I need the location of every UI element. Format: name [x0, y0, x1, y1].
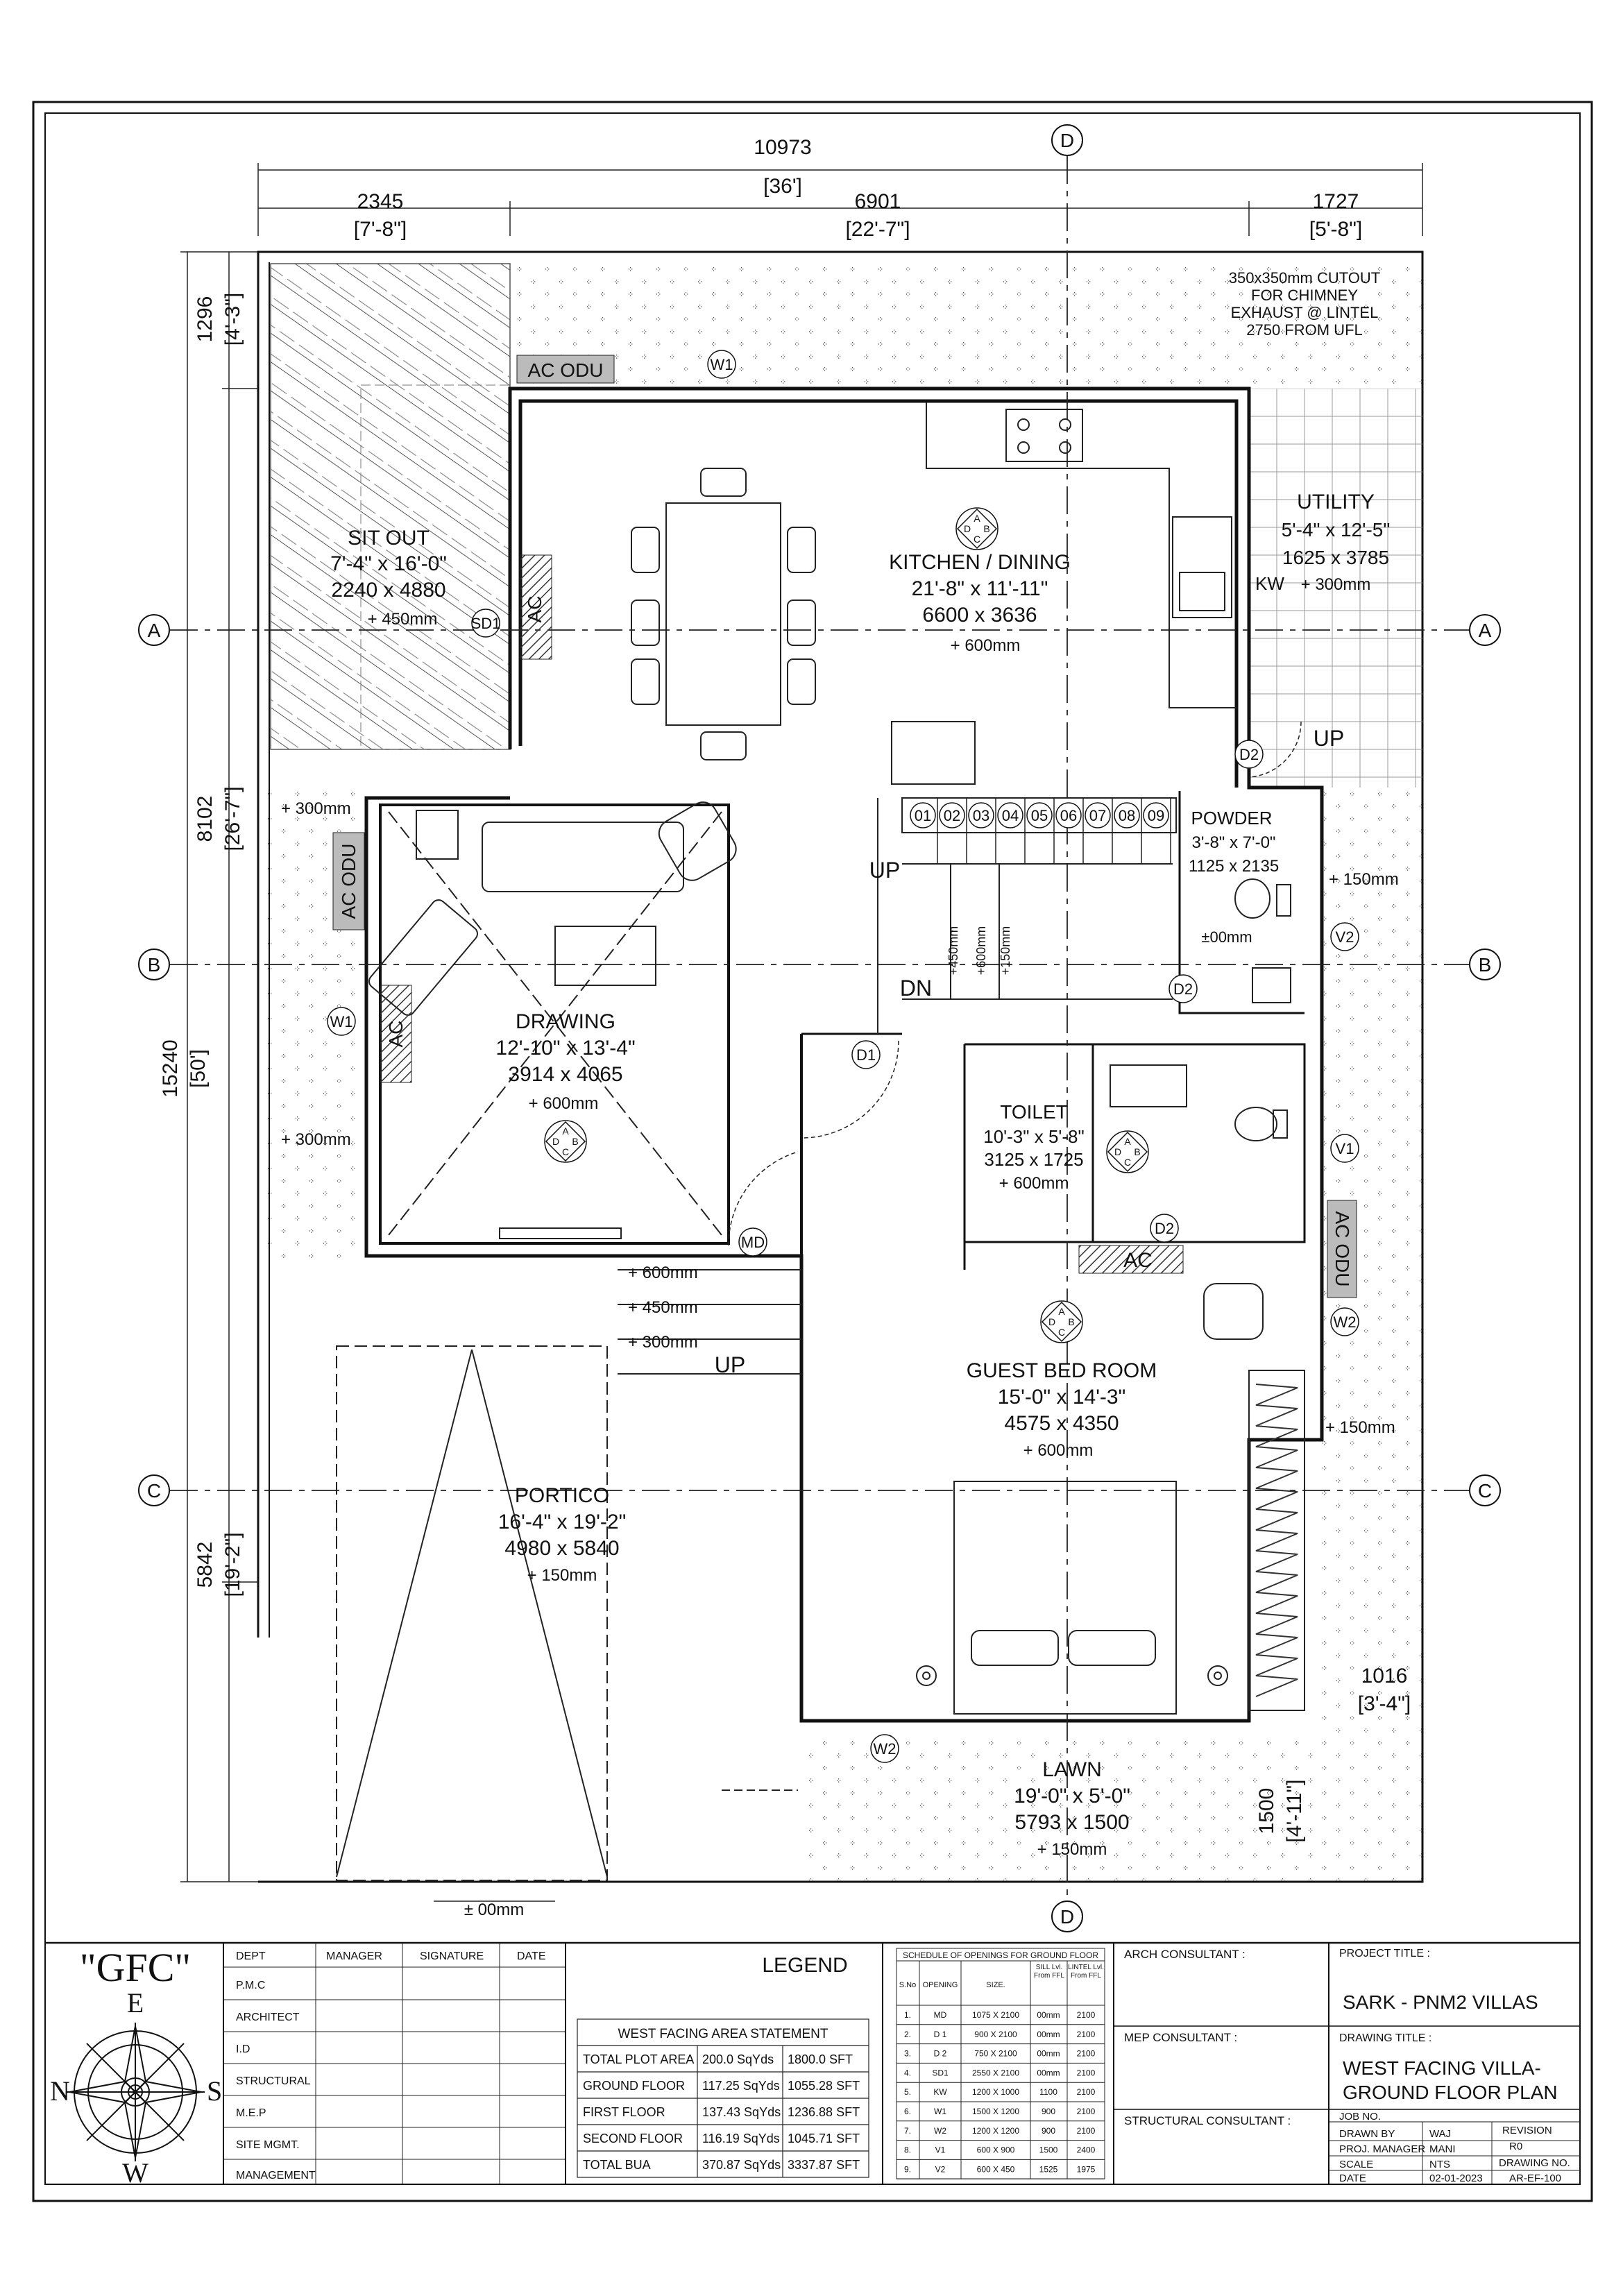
- role-architect: ARCHITECT: [236, 2012, 300, 2023]
- area-row-label: FIRST FLOOR: [583, 2105, 665, 2119]
- level-diamond-letter: A: [1124, 1136, 1131, 1147]
- schedule-cell: 00mm: [1037, 2048, 1060, 2059]
- schedule-cell: 2100: [1076, 2029, 1096, 2039]
- schedule-cell: 2100: [1076, 2125, 1096, 2136]
- portico-name: PORTICO: [514, 1484, 610, 1507]
- stair-lvl-150: +150mm: [999, 926, 1012, 976]
- drawn-by-label: DRAWN BY: [1339, 2128, 1395, 2140]
- schedule-cell: 5.: [903, 2087, 912, 2098]
- area-row-sqyds: 200.0 SqYds: [702, 2052, 774, 2066]
- dim-left2-ft: [26'-7"]: [221, 786, 244, 851]
- toilet-size-mm: 3125 x 1725: [984, 1149, 1084, 1170]
- date-label: DATE: [1339, 2172, 1366, 2184]
- stair-step-5: 05: [1030, 807, 1048, 824]
- sch-h-opening: OPENING: [922, 1981, 958, 1989]
- sitout-size-mm: 2240 x 4880: [331, 579, 446, 602]
- schedule-cell: V1: [935, 2145, 946, 2155]
- tag-kw: KW: [1255, 573, 1284, 594]
- schedule-cell: 2100: [1076, 2068, 1096, 2078]
- schedule-rows: [897, 2010, 1105, 2179]
- drawing-title-label: DRAWING TITLE :: [1339, 2032, 1432, 2044]
- area-row-sqyds: 117.25 SqYds: [702, 2079, 780, 2093]
- drawn-by-value: WAJ: [1429, 2128, 1452, 2140]
- project-title-label: PROJECT TITLE :: [1339, 1948, 1430, 1959]
- area-row-label: GROUND FLOOR: [583, 2079, 686, 2093]
- kitchen-level: + 600mm: [950, 636, 1021, 655]
- job-no: JOB NO.: [1339, 2111, 1382, 2123]
- schedule-cell: KW: [933, 2087, 947, 2098]
- compass-s: S: [207, 2075, 223, 2107]
- utility-size-ft: 5'-4" x 12'-5": [1281, 519, 1391, 541]
- area-rows: [583, 2052, 860, 2172]
- tag-d2-utility: D2: [1239, 746, 1259, 763]
- role-mep: M.E.P: [236, 2107, 266, 2119]
- sch-h-sno: S.No: [899, 1981, 917, 1989]
- ac-odu-top: AC ODU: [527, 359, 604, 381]
- level-diamond-letter: B: [983, 523, 990, 534]
- structural-consultant: STRUCTURAL CONSULTANT :: [1124, 2114, 1291, 2127]
- level-diamond-letter: D: [963, 523, 971, 534]
- drawing-title-1: WEST FACING VILLA-: [1343, 2057, 1541, 2079]
- drawing-no-label: DRAWING NO.: [1499, 2157, 1570, 2169]
- level-diamond-letter: A: [974, 513, 980, 524]
- proj-mgr-label: PROJ. MANAGER: [1339, 2143, 1426, 2155]
- svg-text:C: C: [146, 1480, 162, 1502]
- drawing-size-mm: 3914 x 4065: [508, 1063, 623, 1086]
- chimney-note-3: EXHAUST @ LINTEL: [1230, 304, 1379, 321]
- date-value: 02-01-2023: [1429, 2172, 1483, 2184]
- tag-d2-powder: D2: [1173, 980, 1193, 998]
- schedule-cell: D 2: [933, 2048, 947, 2059]
- guest-level: + 600mm: [1023, 1441, 1094, 1460]
- compass-n: N: [50, 2075, 70, 2107]
- powder-level: ±00mm: [1201, 928, 1252, 946]
- portico-up: UP: [714, 1352, 746, 1377]
- schedule-cell: 600 X 900: [976, 2145, 1015, 2155]
- ac-guest: AC: [1123, 1249, 1153, 1272]
- area-row-sft: 1236.88 SFT: [788, 2105, 860, 2119]
- tag-sd1: SD1: [470, 615, 501, 632]
- toilet-name: TOILET: [1000, 1101, 1068, 1123]
- stair-lvl-450: +450mm: [946, 926, 960, 976]
- schedule-cell: 1200 X 1200: [971, 2125, 1020, 2136]
- drawing-name: DRAWING: [516, 1010, 615, 1033]
- stair-step-3: 03: [972, 807, 990, 824]
- role-structural: STRUCTURAL: [236, 2075, 311, 2087]
- dim-top2: 6901: [854, 190, 901, 213]
- level-diamond-letter: A: [562, 1125, 569, 1137]
- schedule-cell: W1: [934, 2107, 946, 2116]
- stair-step-2: 02: [943, 807, 961, 824]
- level-diamond-letter: B: [572, 1136, 579, 1147]
- schedule-cell: 1525: [1039, 2164, 1058, 2175]
- schedule-cell: 1500: [1039, 2145, 1058, 2155]
- level-diamond-2: [545, 1121, 586, 1162]
- level-diamond-letter: C: [1057, 1327, 1066, 1338]
- area-title: WEST FACING AREA STATEMENT: [618, 2027, 829, 2041]
- toilet-size-ft: 10'-3" x 5'-8": [983, 1126, 1085, 1147]
- portico-size-ft: 16'-4" x 19'-2": [498, 1511, 627, 1533]
- hdr-date: DATE: [517, 1950, 546, 1962]
- ac-odu-left: AC ODU: [338, 843, 359, 919]
- compass-rose: [66, 2023, 205, 2161]
- dim-overall-ft: [36']: [763, 175, 802, 198]
- hdr-manager: MANAGER: [326, 1950, 382, 1962]
- stair-step-8: 08: [1118, 807, 1136, 824]
- tag-w1-left: W1: [330, 1013, 353, 1030]
- guest-size-mm: 4575 x 4350: [1004, 1412, 1119, 1435]
- lawn-level: + 150mm: [1037, 1840, 1107, 1859]
- stair-numbers: [910, 798, 1171, 864]
- tag-w2-bottom: W2: [873, 1740, 897, 1758]
- scale-label: SCALE: [1339, 2159, 1374, 2170]
- compass-e: E: [126, 1987, 144, 2018]
- powder-size-mm: 1125 x 2135: [1188, 857, 1280, 876]
- schedule-cell: 2100: [1076, 2087, 1096, 2098]
- utility-name: UTILITY: [1297, 491, 1375, 513]
- schedule-cell: 900: [1041, 2125, 1056, 2136]
- svg-text:D: D: [1060, 130, 1075, 151]
- area-row-sft: 1045.71 SFT: [788, 2132, 860, 2145]
- level-diamond-letter: B: [1068, 1316, 1075, 1327]
- kitchen-size-ft: 21'-8" x 11'-11": [911, 577, 1048, 600]
- schedule-cell: 8.: [903, 2145, 912, 2155]
- drawing-no-value: AR-EF-100: [1509, 2172, 1562, 2184]
- role-management: MANAGEMENT: [236, 2170, 316, 2182]
- guest-name: GUEST BED ROOM: [966, 1359, 1157, 1382]
- schedule-cell: 00mm: [1037, 2010, 1060, 2020]
- sch-h-sill: SILL Lvl. From FFL: [1034, 1964, 1064, 1980]
- schedule-cell: 1.: [903, 2010, 912, 2020]
- area-row-label: TOTAL PLOT AREA: [583, 2052, 695, 2066]
- schedule-cell: 1975: [1076, 2164, 1096, 2175]
- hdr-signature: SIGNATURE: [420, 1950, 484, 1962]
- chimney-note-1: 350x350mm CUTOUT: [1228, 269, 1381, 287]
- svg-text:C: C: [1477, 1480, 1493, 1502]
- proj-mgr-value: MANI: [1429, 2143, 1456, 2155]
- dim-right1-ft: [3'-4"]: [1357, 1692, 1411, 1715]
- tag-md: MD: [740, 1234, 765, 1251]
- kitchen-name: KITCHEN / DINING: [889, 551, 1071, 574]
- tag-d1: D1: [856, 1046, 876, 1064]
- revision-label: REVISION: [1502, 2125, 1552, 2136]
- schedule-cell: 600 X 450: [976, 2164, 1015, 2175]
- schedule-cell: 2100: [1076, 2048, 1096, 2059]
- schedule-cell: 1100: [1039, 2087, 1057, 2098]
- schedule-cell: 00mm: [1037, 2068, 1060, 2078]
- lvl-150-right: + 150mm: [1325, 1418, 1395, 1437]
- lvl-300-lower: + 300mm: [281, 1130, 351, 1149]
- dining-table: [631, 468, 815, 760]
- chimney-note-2: FOR CHIMNEY: [1251, 287, 1358, 304]
- toilet-level: + 600mm: [999, 1174, 1069, 1193]
- sitout-name: SIT OUT: [348, 527, 430, 550]
- area-row-sft: 3337.87 SFT: [788, 2158, 860, 2172]
- schedule-cell: SD1: [932, 2068, 949, 2078]
- arch-consultant: ARCH CONSULTANT :: [1124, 1948, 1246, 1961]
- lawn-size-mm: 5793 x 1500: [1014, 1811, 1130, 1834]
- scale-value: NTS: [1429, 2159, 1450, 2170]
- compass-w: W: [122, 2157, 148, 2188]
- stair-step-1: 01: [914, 807, 932, 824]
- wardrobe: [1256, 1384, 1298, 1697]
- svg-text:A: A: [147, 620, 161, 641]
- ac-kitchen: AC: [524, 595, 545, 623]
- schedule-cell: 1075 X 2100: [971, 2010, 1020, 2020]
- schedule-cell: V2: [935, 2164, 946, 2175]
- svg-text:D: D: [1060, 1906, 1075, 1928]
- sitout-size-ft: 7'-4" x 16'-0": [330, 552, 447, 575]
- tag-w1-top: W1: [710, 356, 733, 373]
- level-diamond-4: [1041, 1301, 1082, 1343]
- stair-step-9: 09: [1147, 807, 1165, 824]
- dim-right2-ft: [4'-11"]: [1283, 1779, 1306, 1843]
- area-row-sqyds: 137.43 SqYds: [702, 2105, 781, 2119]
- lawn-name: LAWN: [1042, 1758, 1102, 1781]
- level-diamond-letter: C: [561, 1146, 570, 1157]
- schedule-cell: 900 X 2100: [974, 2029, 1017, 2039]
- schedule-cell: 2550 X 2100: [971, 2068, 1020, 2078]
- schedule-cell: 00mm: [1037, 2029, 1060, 2039]
- dim-top3-ft: [5'-8"]: [1309, 218, 1363, 241]
- level-diamond-letter: C: [973, 534, 981, 545]
- dim-overall: 10973: [754, 136, 812, 159]
- tag-v2: V2: [1335, 928, 1354, 946]
- role-id: I.D: [236, 2043, 250, 2055]
- stair-dn: DN: [899, 976, 933, 1001]
- revision-value: R0: [1509, 2141, 1523, 2152]
- level-diamond-letter: D: [1114, 1146, 1122, 1157]
- utility-level: + 300mm: [1300, 575, 1371, 594]
- stair-step-6: 06: [1060, 807, 1078, 824]
- chimney-note-4: 2750 FROM UFL: [1246, 321, 1363, 339]
- area-row-label: TOTAL BUA: [583, 2158, 651, 2172]
- dim-left1-ft: [4'-3"]: [221, 292, 244, 346]
- stair-lvl-600: +600mm: [974, 926, 988, 976]
- schedule-cell: D 1: [933, 2029, 947, 2039]
- portico-level: + 150mm: [527, 1566, 597, 1585]
- dim-right1: 1016: [1361, 1665, 1408, 1687]
- dim-top3: 1727: [1312, 190, 1359, 213]
- sch-h-size: SIZE.: [986, 1981, 1005, 1989]
- level-diamond-letter: C: [1123, 1157, 1132, 1168]
- svg-text:B: B: [1478, 954, 1492, 976]
- level-diamond-1: [956, 508, 998, 550]
- drawing-level: + 600mm: [528, 1094, 599, 1113]
- top-dimensions: [258, 163, 1422, 236]
- level-diamond-letter: B: [1134, 1146, 1141, 1157]
- schedule-cell: 750 X 2100: [974, 2048, 1017, 2059]
- area-row-sft: 1800.0 SFT: [788, 2052, 853, 2066]
- dim-left3: 5842: [194, 1541, 216, 1588]
- powder-name: POWDER: [1191, 808, 1273, 828]
- dim-top1: 2345: [357, 190, 404, 213]
- role-site: SITE MGMT.: [236, 2139, 300, 2151]
- sitout-hatch: [271, 264, 510, 749]
- bed: [917, 1284, 1305, 1714]
- schedule-cell: 6.: [903, 2107, 912, 2116]
- schedule-cell: MD: [933, 2010, 947, 2020]
- lvl-150-powder: + 150mm: [1329, 870, 1399, 889]
- dim-left-total: 15240: [159, 1039, 182, 1098]
- dim-left2: 8102: [194, 795, 216, 842]
- level-diamond-letter: A: [1058, 1306, 1065, 1317]
- lvl-300-upper: + 300mm: [281, 799, 351, 818]
- utility-up: UP: [1313, 726, 1345, 751]
- dim-left-total-ft: [50']: [187, 1049, 210, 1088]
- area-row-label: SECOND FLOOR: [583, 2132, 683, 2145]
- dim-top1-ft: [7'-8"]: [353, 218, 407, 241]
- schedule-cell: 7.: [903, 2125, 912, 2136]
- area-row-sft: 1055.28 SFT: [788, 2079, 860, 2093]
- sch-h-lintel: LINTEL Lvl. From FFL: [1068, 1964, 1104, 1980]
- utility-size-mm: 1625 x 3785: [1282, 547, 1390, 568]
- dim-right2: 1500: [1255, 1787, 1278, 1835]
- schedule-cell: 900: [1041, 2107, 1056, 2116]
- lvl-450-steps: + 450mm: [628, 1298, 698, 1317]
- sitout-level: + 450mm: [367, 610, 438, 629]
- schedule-cell: 4.: [903, 2068, 912, 2078]
- schedule-cell: W2: [934, 2125, 946, 2136]
- level-diamond-letter: D: [1048, 1316, 1056, 1327]
- dim-top2-ft: [22'-7"]: [845, 218, 910, 241]
- level-markers: [545, 508, 1148, 1343]
- guest-size-ft: 15'-0" x 14'-3": [997, 1386, 1126, 1409]
- drawing-title-2: GROUND FLOOR PLAN: [1343, 2082, 1558, 2103]
- area-row-sqyds: 116.19 SqYds: [702, 2132, 780, 2145]
- mep-consultant: MEP CONSULTANT :: [1124, 2031, 1238, 2044]
- tag-v1: V1: [1335, 1140, 1354, 1157]
- kitchen-size-mm: 6600 x 3636: [922, 604, 1037, 627]
- lawn-size-ft: 19'-0" x 5'-0": [1014, 1785, 1130, 1808]
- ac-odu-right: AC ODU: [1332, 1211, 1353, 1287]
- hdr-dept: DEPT: [236, 1950, 266, 1962]
- powder-size-ft: 3'-8" x 7'-0": [1191, 833, 1276, 852]
- schedule-cell: 2100: [1076, 2010, 1096, 2020]
- ac-drawing: AC: [385, 1020, 407, 1048]
- schedule-cell: 3.: [903, 2048, 912, 2059]
- schedule-cell: 2400: [1076, 2145, 1096, 2155]
- role-pmc: P.M.C: [236, 1980, 266, 1991]
- schedule-cell: 2100: [1076, 2107, 1096, 2116]
- drawing-size-ft: 12'-10" x 13'-4": [495, 1037, 636, 1060]
- level-diamond-3: [1107, 1131, 1148, 1173]
- stair-step-7: 07: [1089, 807, 1107, 824]
- lvl-600-steps: + 600mm: [628, 1264, 698, 1282]
- area-row-sqyds: 370.87 SqYds: [702, 2158, 781, 2172]
- ground-level: ± 00mm: [464, 1900, 525, 1919]
- portico-size-mm: 4980 x 5840: [504, 1537, 620, 1560]
- stair-up: UP: [869, 858, 901, 883]
- dim-left3-ft: [19'-2"]: [221, 1532, 244, 1597]
- schedule-cell: 2.: [903, 2029, 912, 2039]
- schedule-cell: 9.: [903, 2164, 912, 2175]
- lvl-300-steps: + 300mm: [628, 1333, 698, 1352]
- toilet-fixtures: [1110, 879, 1291, 1141]
- tag-d2-toilet: D2: [1154, 1220, 1175, 1237]
- level-diamond-letter: D: [552, 1136, 560, 1147]
- project-title: SARK - PNM2 VILLAS: [1343, 1991, 1538, 2013]
- schedule-cell: 1200 X 1000: [971, 2087, 1020, 2098]
- schedule-cell: 1500 X 1200: [971, 2107, 1020, 2116]
- legend-title: LEGEND: [762, 1954, 848, 1977]
- svg-text:B: B: [147, 954, 161, 976]
- dim-left1: 1296: [194, 296, 216, 343]
- svg-text:A: A: [1478, 620, 1492, 641]
- tag-w2-right: W2: [1333, 1313, 1357, 1331]
- stair-step-4: 04: [1001, 807, 1019, 824]
- gfc-stamp: "GFC": [79, 1945, 192, 1990]
- area-table: [577, 2019, 869, 2177]
- schedule-title: SCHEDULE OF OPENINGS FOR GROUND FLOOR: [902, 1950, 1099, 1960]
